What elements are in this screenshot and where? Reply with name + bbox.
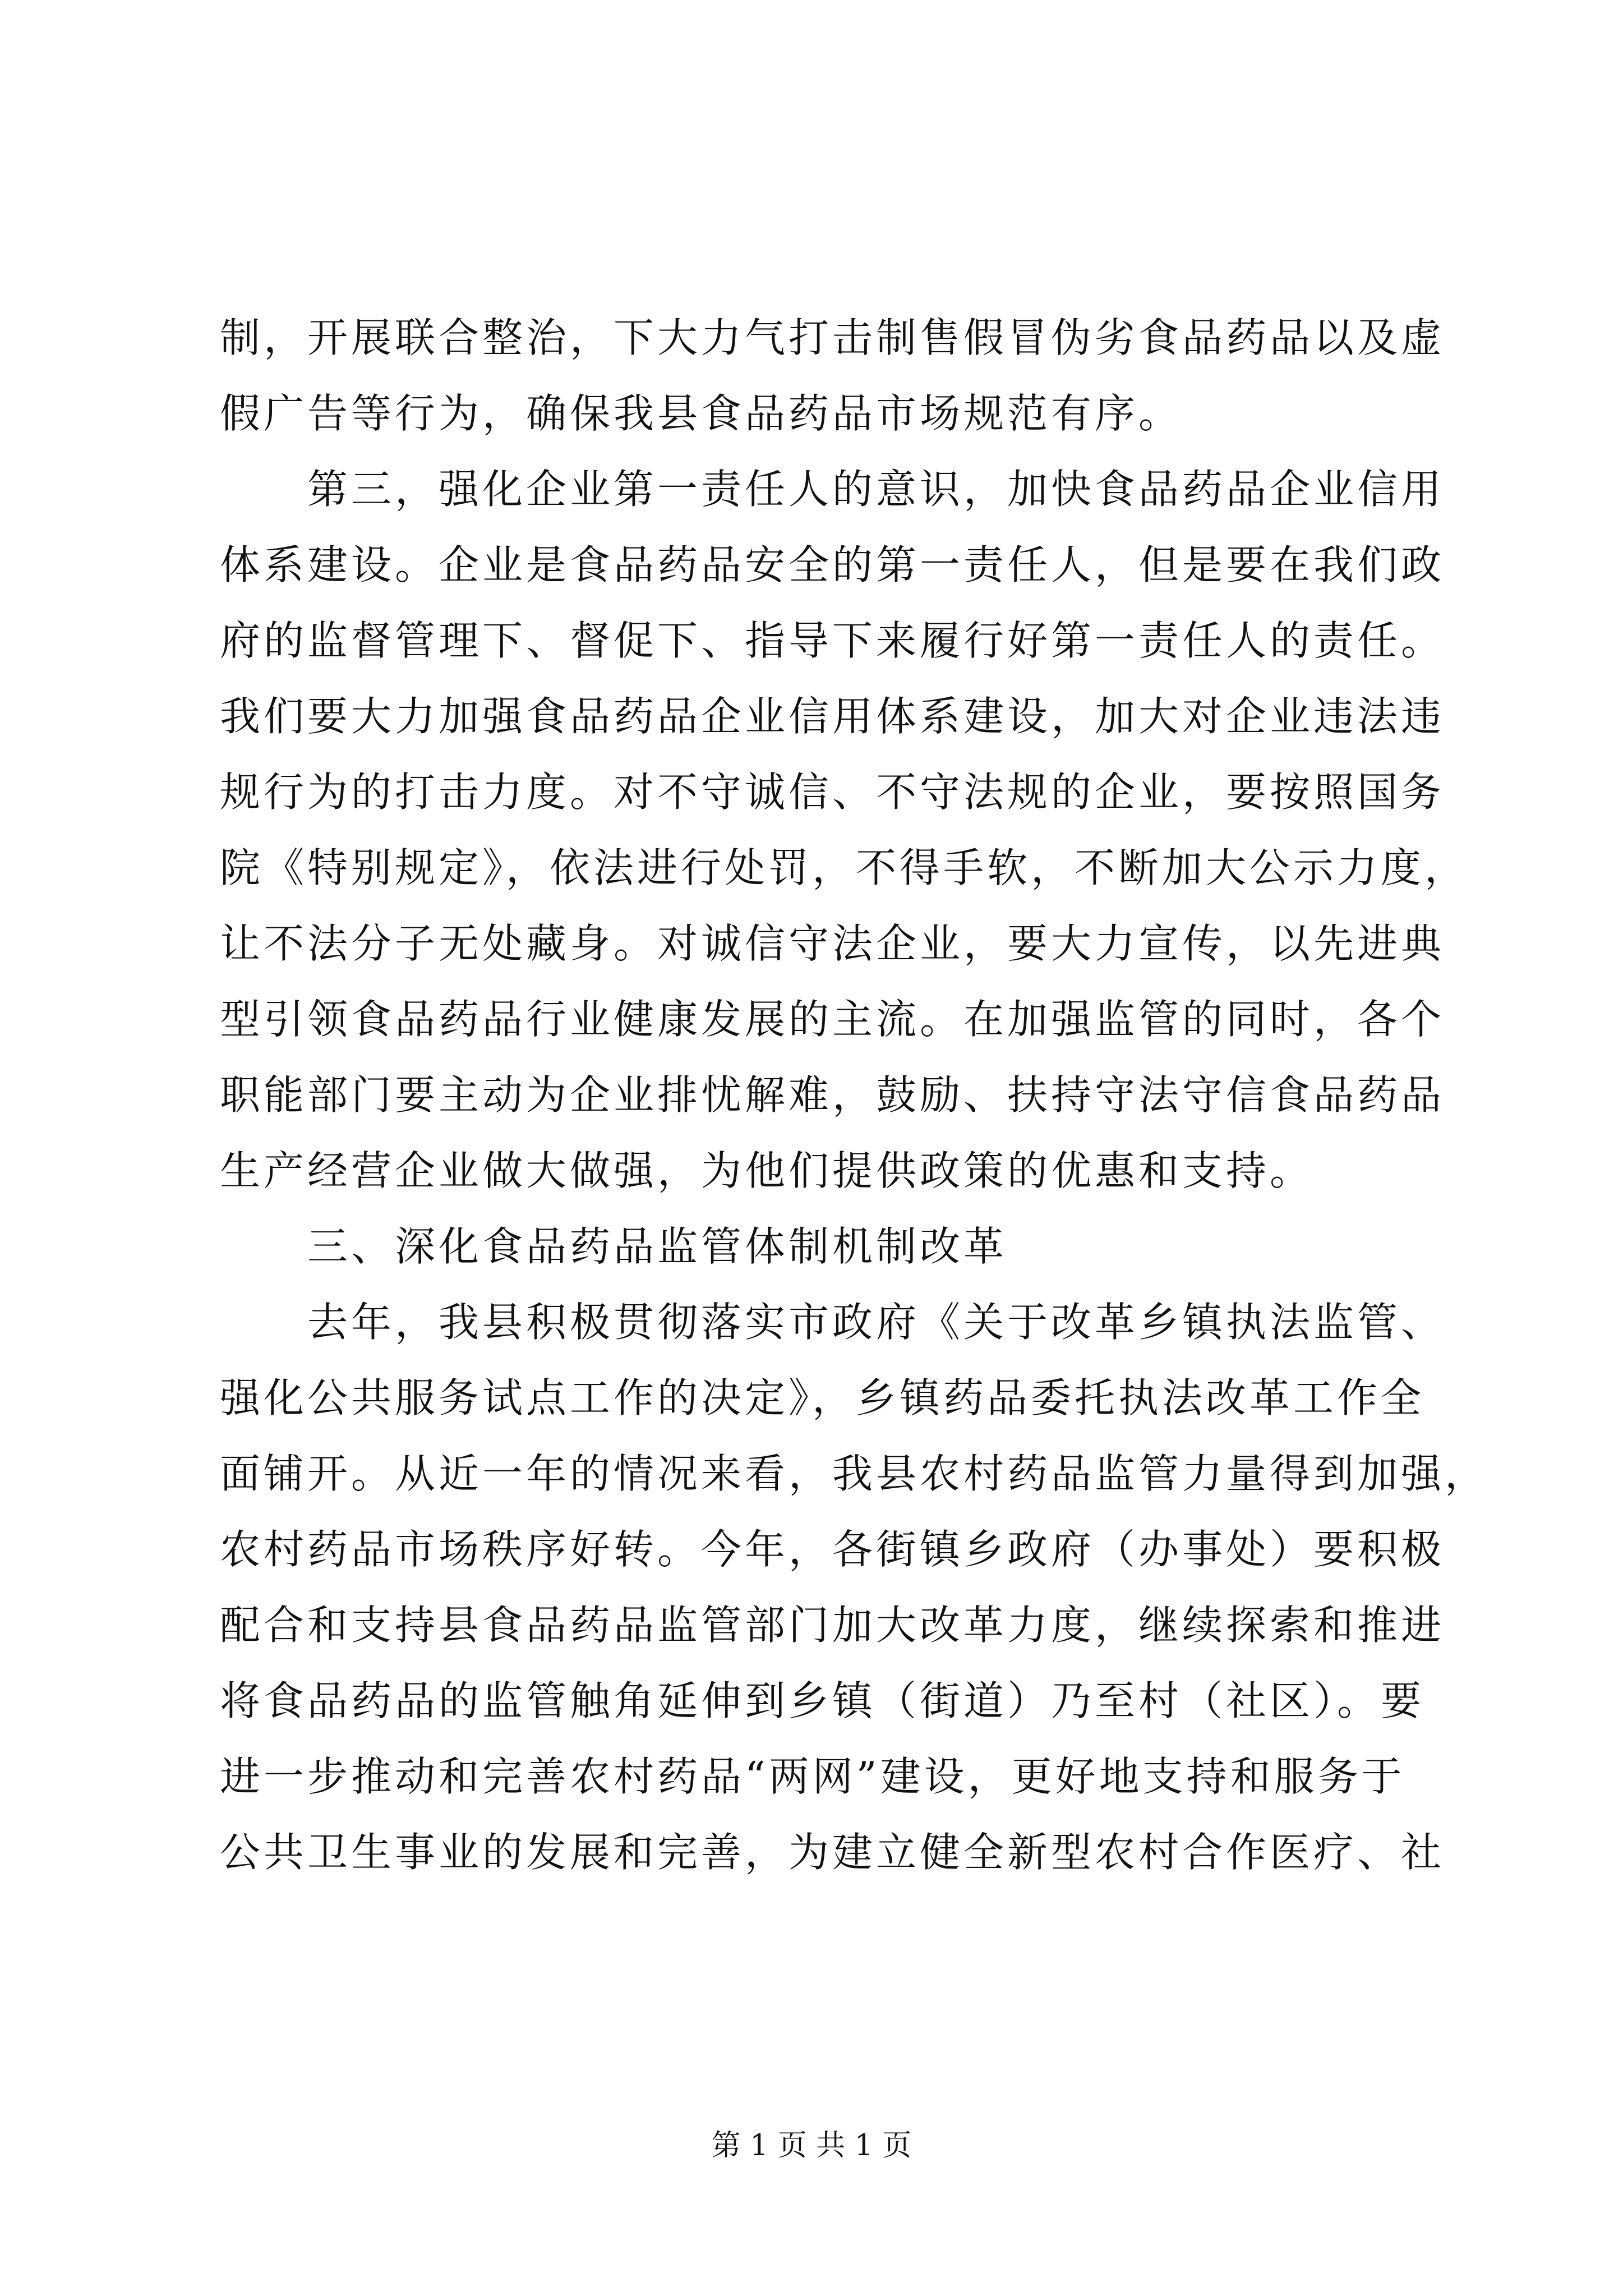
text-line: 制，开展联合整治，下大力气打击制售假冒伪劣食品药品以及虚 [220, 314, 1445, 361]
text-line: 体系建设。企业是食品药品安全的第一责任人，但是要在我们政 [220, 541, 1445, 588]
section-heading: 三、深化食品药品监管体制机制改革 [220, 1223, 1008, 1270]
text-line: 型引领食品药品行业健康发展的主流。在加强监管的同时，各个 [220, 996, 1445, 1043]
text-line: 配合和支持县食品药品监管部门加大改革力度，继续探索和推进 [220, 1602, 1445, 1649]
page-footer: 第 1 页 共 1 页 [711, 2129, 912, 2162]
text-line: 假广告等行为，确保我县食品药品市场规范有序。 [220, 390, 1183, 437]
text-line: 第三，强化企业第一责任人的意识，加快食品药品企业信用 [220, 466, 1445, 513]
text-line: 去年，我县积极贯彻落实市政府《关于改革乡镇执法监管、 [220, 1299, 1445, 1346]
text-line: 农村药品市场秩序好转。今年，各街镇乡政府（办事处）要积极 [220, 1526, 1445, 1573]
text-line: 生产经营企业做大做强，为他们提供政策的优惠和支持。 [220, 1147, 1314, 1194]
text-line: 进一步推动和完善农村药品“两网”建设，更好地支持和服务于 [220, 1753, 1405, 1800]
text-line: 将食品药品的监管触角延伸到乡镇（街道）乃至村（社区）。要 [220, 1677, 1425, 1724]
text-line: 院《特别规定》，依法进行处罚，不得手软，不断加大公示力度， [220, 844, 1469, 891]
text-line: 强化公共服务试点工作的决定》，乡镇药品委托执法改革工作全 [220, 1374, 1425, 1421]
text-line: 公共卫生事业的发展和完善，为建立健全新型农村合作医疗、社 [220, 1829, 1445, 1876]
text-line: 职能部门要主动为企业排忧解难，鼓励、扶持守法守信食品药品 [220, 1071, 1445, 1119]
body-text [220, 300, 1489, 1890]
text-line: 我们要大力加强食品药品企业信用体系建设，加大对企业违法违 [220, 693, 1445, 740]
text-line: 面铺开。从近一年的情况来看，我县农村药品监管力量得到加强， [220, 1450, 1489, 1497]
text-line: 规行为的打击力度。对不守诚信、不守法规的企业，要按照国务 [220, 769, 1445, 816]
text-line: 让不法分子无处藏身。对诚信守法企业，要大力宣传，以先进典 [220, 920, 1445, 967]
text-line: 府的监督管理下、督促下、指导下来履行好第一责任人的责任。 [220, 617, 1445, 664]
